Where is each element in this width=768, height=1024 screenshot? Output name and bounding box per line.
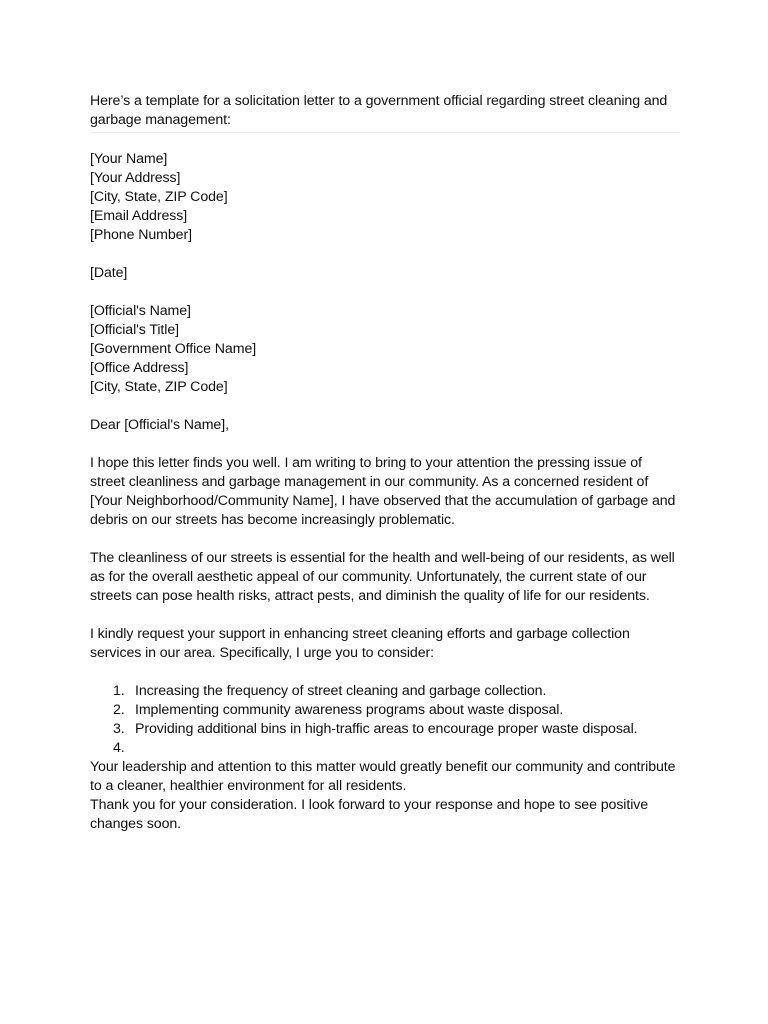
sender-email: [Email Address]: [90, 208, 188, 224]
sender-address-block: [90, 150, 680, 245]
closing-paragraph: Your leadership and attention to this matter would greatly benefit our community and contribute to a cleaner, healthier environment for all residents.: [90, 759, 676, 794]
list-item: [135, 739, 680, 758]
body-paragraph: I hope this letter finds you well. I am writing to bring to your attention the pressing issue of street cleanliness and garbage management in our community. As a concerned resident of [Your Neighborhood/Community Name], I have observed that the accumulation of garbage and debris on our streets has become increasingly problematic.: [90, 455, 676, 528]
divider: [90, 132, 680, 133]
closing-paragraph: Thank you for your consideration. I look forward to your response and hope to see positive changes soon.: [90, 797, 649, 832]
sender-phone: [Phone Number]: [90, 227, 192, 243]
body-paragraph: I kindly request your support in enhancing street cleaning efforts and garbage collection services in our area. Specifically, I urge you to consider:: [90, 626, 630, 661]
recipient-city-state-zip: [City, State, ZIP Code]: [90, 379, 228, 395]
intro-text: Here’s a template for a solicitation letter to a government official regarding street cleaning and garbage management:: [90, 93, 668, 128]
list-item: Implementing community awareness programs about waste disposal.: [135, 702, 564, 718]
letter-date: [Date]: [90, 265, 128, 281]
recipient-office-address: [Office Address]: [90, 360, 189, 376]
recipient-name: [Official's Name]: [90, 303, 191, 319]
list-item: Increasing the frequency of street cleaning and garbage collection.: [135, 683, 547, 699]
recipient-title: [Official's Title]: [90, 322, 179, 338]
sender-address: [Your Address]: [90, 170, 181, 186]
date-block: [90, 264, 680, 283]
recipient-office-name: [Government Office Name]: [90, 341, 257, 357]
list-item: Providing additional bins in high-traffic areas to encourage proper waste disposal.: [135, 721, 638, 737]
salutation: Dear [Official's Name],: [90, 417, 229, 433]
body-paragraph: The cleanliness of our streets is essential for the health and well-being of our residents, as well as for the overall aesthetic appeal of our community. Unfortunately, the current state of our streets can pose health risks, attract pests, and diminish the quality of life for our residents.: [90, 550, 675, 604]
sender-name: [Your Name]: [90, 151, 168, 167]
recipient-address-block: [90, 302, 680, 397]
letter-document: [90, 92, 680, 834]
request-list: [90, 682, 680, 758]
sender-city-state-zip: [City, State, ZIP Code]: [90, 189, 228, 205]
